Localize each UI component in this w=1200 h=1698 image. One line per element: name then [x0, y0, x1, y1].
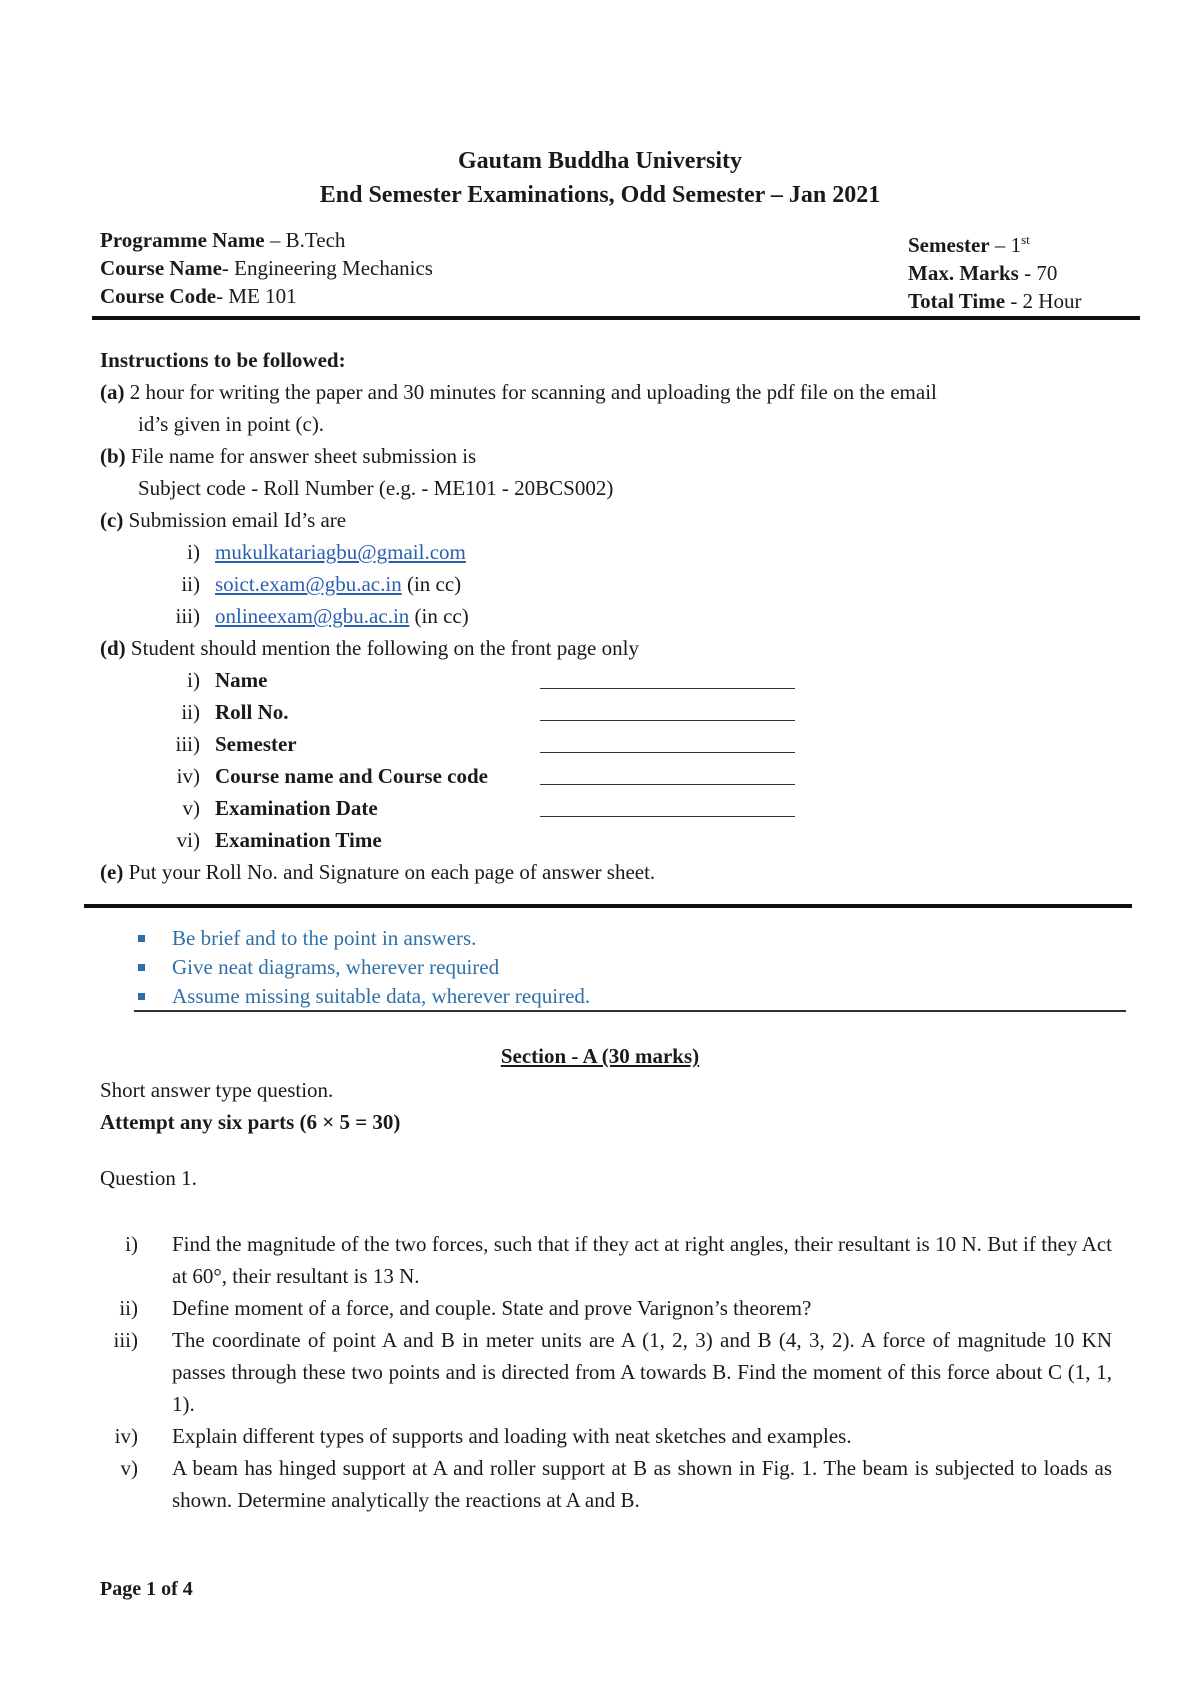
question-numeral: ii)	[119, 1296, 138, 1320]
university-name: Gautam Buddha University	[457, 148, 743, 174]
email-link[interactable]: onlineexam@gbu.ac.in	[215, 604, 410, 628]
field-label: Roll No.	[215, 700, 289, 724]
course-name-line	[100, 254, 433, 282]
max-marks-line	[908, 259, 1081, 287]
instruction-e-text: Put your Roll No. and Signature on each page of answer sheet.	[123, 860, 656, 884]
header-divider	[92, 316, 1140, 320]
course-name-value: - Engineering Mechanics	[221, 256, 433, 280]
semester-sup: st	[1021, 232, 1030, 247]
question-text: The coordinate of point A and B in meter units are A (1, 2, 3) and B (4, 3, 2). A force of magnitude 10 KN passes through these two points and is directed from A towards B. Find the moment of this force about C (1, 1, 1).	[172, 1328, 1112, 1416]
instruction-a-continued: id’s given in point (c).	[138, 412, 325, 436]
instruction-b	[100, 440, 1120, 472]
question-numeral: i)	[125, 1232, 138, 1256]
email-link[interactable]: mukulkatariagbu@gmail.com	[215, 540, 466, 564]
instruction-c-label: (c)	[100, 508, 124, 532]
field-label: Semester	[215, 732, 297, 756]
course-name-label: Course Name	[100, 256, 222, 280]
course-code-label: Course Code	[100, 284, 217, 308]
bullet-square-icon	[138, 993, 145, 1000]
field-blank-line	[540, 728, 795, 753]
instructions-divider	[84, 904, 1132, 908]
guidance-text: Be brief and to the point in answers.	[172, 926, 477, 950]
total-time-value: - 2 Hour	[1005, 289, 1082, 313]
instruction-e-label: (e)	[100, 860, 124, 884]
field-numeral: iii)	[175, 732, 200, 756]
instruction-a-text: 2 hour for writing the paper and 30 minutes for scanning and uploading the pdf file on the email	[124, 380, 937, 404]
field-item	[100, 728, 1120, 760]
email-item-numeral: i)	[187, 540, 200, 564]
instruction-d-text: Student should mention the following on the front page only	[125, 636, 639, 660]
instruction-d-label: (d)	[100, 636, 126, 660]
semester-label: Semester	[908, 233, 990, 257]
email-note: (in cc)	[409, 604, 469, 628]
field-blank-line	[540, 664, 795, 689]
guidance-item	[134, 953, 590, 982]
field-item	[100, 824, 1120, 856]
course-meta-right	[908, 226, 1081, 315]
exam-title: End Semester Examinations, Odd Semester – Jan 2021	[319, 182, 881, 208]
section-title	[0, 1044, 1200, 1069]
total-time-line	[908, 287, 1081, 315]
guidance-item	[134, 924, 590, 953]
field-label: Examination Time	[215, 828, 382, 852]
instruction-d	[100, 632, 1120, 664]
email-note: (in cc)	[401, 572, 462, 596]
question-text: Explain different types of supports and loading with neat sketches and examples.	[172, 1424, 852, 1448]
semester-value: – 1	[989, 233, 1022, 257]
guidance-divider	[134, 1010, 1126, 1012]
instruction-c-text: Submission email Id’s are	[123, 508, 347, 532]
semester-line	[908, 226, 1081, 259]
instruction-c	[100, 504, 1120, 536]
instruction-b-continued: Subject code - Roll Number (e.g. - ME101 - 20BCS002)	[138, 476, 614, 500]
page-number: Page 1 of 4	[100, 1578, 193, 1600]
section-instructions	[100, 1074, 400, 1138]
question-numeral: iv)	[114, 1424, 138, 1448]
question-item	[100, 1420, 1112, 1452]
email-item-numeral: ii)	[181, 572, 200, 596]
field-numeral: v)	[182, 796, 200, 820]
total-time-label: Total Time	[908, 289, 1006, 313]
field-label: Name	[215, 668, 268, 692]
question-text: Find the magnitude of the two forces, such that if they act at right angles, their resultant is 10 N. But if they Act at 60°, their resultant is 13 N.	[172, 1232, 1112, 1288]
email-item-3	[100, 600, 1120, 632]
field-blank-line	[540, 760, 795, 785]
field-numeral: iv)	[176, 764, 200, 788]
bullet-square-icon	[138, 935, 145, 942]
instruction-a-label: (a)	[100, 380, 125, 404]
instructions-heading: Instructions to be followed:	[100, 348, 346, 372]
field-numeral: i)	[187, 668, 200, 692]
email-item-numeral: iii)	[175, 604, 200, 628]
question-numeral: iii)	[113, 1328, 138, 1352]
field-item	[100, 760, 1120, 792]
question-text: A beam has hinged support at A and roller support at B as shown in Fig. 1. The beam is subjected to loads as shown. Determine analytically the reactions at A and B.	[172, 1456, 1112, 1512]
attempt-instruction: Attempt any six parts (6 × 5 = 30)	[100, 1110, 401, 1134]
guidance-item	[134, 982, 590, 1011]
field-blank-line	[540, 792, 795, 817]
programme-label: Programme Name	[100, 228, 265, 252]
programme-value: – B.Tech	[264, 228, 346, 252]
question-type: Short answer type question.	[100, 1078, 334, 1102]
question-item	[100, 1452, 1112, 1516]
question-list	[100, 1228, 1112, 1516]
field-numeral: vi)	[176, 828, 200, 852]
guidance-text: Give neat diagrams, wherever required	[172, 955, 500, 979]
section-title-text: Section - A (30 marks)	[500, 1044, 700, 1068]
field-numeral: ii)	[181, 700, 200, 724]
question-item	[100, 1324, 1112, 1420]
field-blank-line	[540, 696, 795, 721]
question-item	[100, 1292, 1112, 1324]
instruction-e	[100, 856, 1120, 888]
max-marks-value: - 70	[1018, 261, 1058, 285]
bullet-square-icon	[138, 964, 145, 971]
course-code-line	[100, 282, 433, 310]
field-item	[100, 696, 1120, 728]
course-meta-left	[100, 226, 433, 310]
email-link[interactable]: soict.exam@gbu.ac.in	[215, 572, 402, 596]
email-item-2	[100, 568, 1120, 600]
instructions-block	[100, 344, 1120, 888]
programme-line	[100, 226, 433, 254]
course-code-value: - ME 101	[216, 284, 297, 308]
question-item	[100, 1228, 1112, 1292]
question-label: Question 1.	[100, 1166, 197, 1190]
instruction-a	[100, 376, 1120, 408]
email-item-1	[100, 536, 1120, 568]
field-item	[100, 792, 1120, 824]
max-marks-label: Max. Marks	[908, 261, 1019, 285]
question-text: Define moment of a force, and couple. State and prove Varignon’s theorem?	[172, 1296, 812, 1320]
guidance-text: Assume missing suitable data, wherever required.	[172, 984, 591, 1008]
field-item	[100, 664, 1120, 696]
field-label: Examination Date	[215, 796, 378, 820]
instruction-b-label: (b)	[100, 444, 126, 468]
field-label: Course name and Course code	[215, 764, 488, 788]
question-numeral: v)	[120, 1456, 138, 1480]
guidance-list	[134, 924, 590, 1011]
instruction-b-text: File name for answer sheet submission is	[125, 444, 477, 468]
